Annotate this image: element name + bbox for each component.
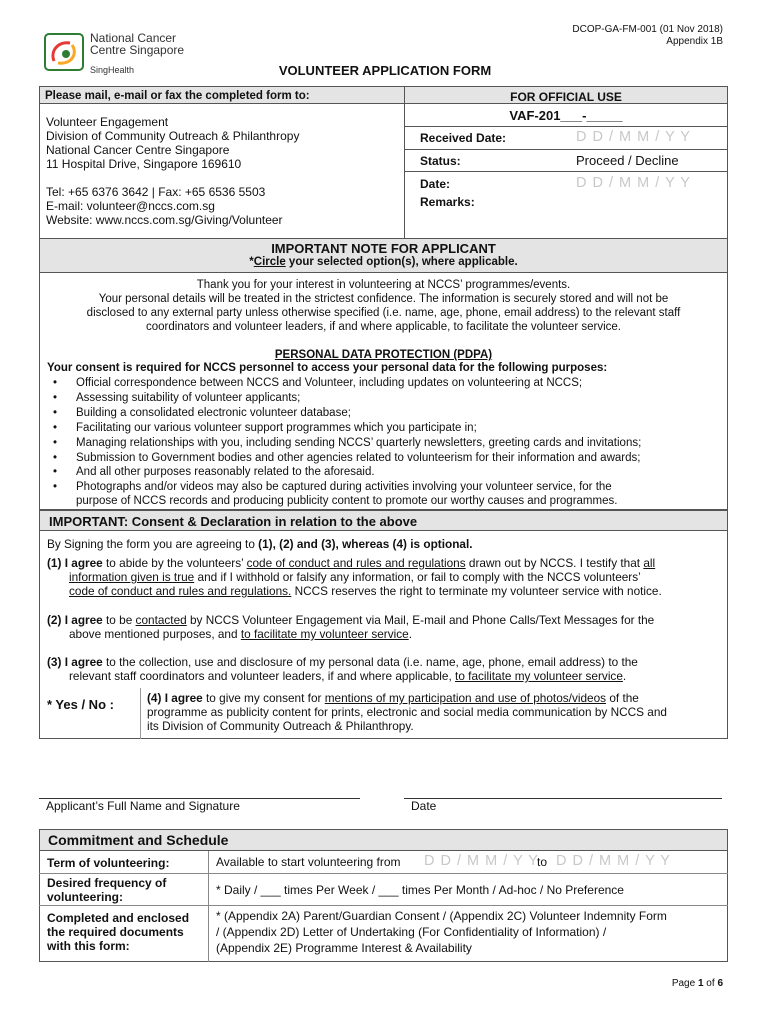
documents-label-1: Completed and enclosed — [47, 911, 190, 925]
consent-3-line1 — [47, 655, 638, 669]
bullet-icon: • — [53, 377, 58, 389]
status-options[interactable]: Proceed / Decline — [576, 153, 679, 168]
website: Website: www.nccs.com.sg/Giving/Volunteer — [46, 213, 283, 227]
to-text: to — [537, 855, 548, 869]
consent-4-line2: programme as publicity content for prints, electronic and social media communication by NCCS and — [147, 705, 667, 719]
c4-underline: mentions of my participation and use of photos/videos — [324, 691, 607, 705]
lead-bold: (1), (2) and (3), whereas (4) is optional. — [258, 537, 473, 551]
bullet-icon: • — [53, 466, 58, 478]
signature-label: Applicant’s Full Name and Signature — [46, 799, 240, 813]
lead-text: By Signing the form you are agreeing to — [47, 537, 259, 551]
consent-2-line2 — [69, 627, 412, 641]
c1-underline: code of conduct and rules and regulations. — [69, 584, 292, 598]
c2-agree: I agree — [64, 613, 103, 627]
c3-text: relevant staff coordinators and volunteer leaders, if and where applicable, — [69, 669, 456, 683]
purpose-item: Assessing suitability of volunteer applicants; — [76, 392, 301, 404]
circle-word: Circle — [253, 256, 286, 268]
consent-1-line3 — [69, 584, 662, 598]
yes-no-selector[interactable]: * Yes / No : — [47, 697, 114, 712]
form-title: VOLUNTEER APPLICATION FORM — [278, 63, 492, 78]
address-line: Division of Community Outreach & Philanthropy — [46, 129, 300, 143]
address-line: Volunteer Engagement — [46, 115, 169, 129]
c1-num: (1) — [47, 556, 65, 570]
bullet-icon: • — [53, 392, 58, 404]
c1-text: drawn out by NCCS. I testify that — [465, 556, 644, 570]
row-divider — [39, 905, 728, 906]
official-date-field[interactable]: D D / M M / Y Y — [576, 175, 691, 191]
documents-label-2: the required documents — [47, 925, 184, 939]
ref-row — [404, 104, 728, 127]
bullet-icon: • — [53, 481, 58, 493]
purpose-item-cont: purpose of NCCS records and producing publicity content to promote our worthy causes and programmes. — [76, 495, 618, 507]
address-line: 11 Hospital Drive, Singapore 169610 — [46, 157, 242, 171]
remarks-label: Remarks: — [420, 195, 475, 209]
c4-text: of the — [606, 691, 639, 705]
note-title: IMPORTANT NOTE FOR APPLICANT — [271, 241, 496, 256]
frequency-options[interactable]: * Daily / ___ times Per Week / ___ times Per Month / Ad-hoc / No Preference — [216, 883, 624, 897]
intro-line: Your personal details will be treated in the strictest confidence. The information is securely stored and will not be — [98, 293, 669, 305]
address-line: National Cancer Centre Singapore — [46, 143, 230, 157]
page-prefix: Page — [671, 978, 698, 989]
bullet-icon: • — [53, 452, 58, 464]
intro-line: Thank you for your interest in volunteering at NCCS’ programmes/events. — [196, 279, 571, 291]
commitment-heading: Commitment and Schedule — [39, 829, 728, 851]
purpose-item: Facilitating our various volunteer support programmes which you participate in; — [76, 422, 477, 434]
c1-agree: I agree — [64, 556, 103, 570]
purpose-item: And all other purposes reasonably related to the aforesaid. — [76, 466, 375, 478]
c2-text: above mentioned purposes, and — [69, 627, 241, 641]
purpose-item: Photographs and/or videos may also be captured during activities involving your volunteer service, for the — [76, 481, 612, 493]
received-date-label: Received Date: — [420, 131, 507, 145]
official-use-heading: FOR OFFICIAL USE — [404, 86, 728, 104]
c4-text: to give my consent for — [202, 691, 325, 705]
consent-2-line1 — [47, 613, 654, 627]
purpose-item: Building a consolidated electronic volunteer database; — [76, 407, 351, 419]
bullet-icon: • — [53, 437, 58, 449]
consent-1-line1 — [47, 556, 655, 570]
tel-fax: Tel: +65 6376 3642 | Fax: +65 6536 5503 — [46, 185, 266, 199]
c3-text: to the collection, use and disclosure of my personal data (i.e. name, age, phone, email address) to the — [102, 655, 638, 669]
frequency-label-1: Desired frequency of — [47, 876, 167, 890]
c2-underline: to facilitate my volunteer service — [240, 627, 409, 641]
bullet-icon: • — [53, 422, 58, 434]
consent-1-line2 — [69, 570, 641, 584]
c4-num: (4) — [147, 691, 165, 705]
end-date-field[interactable]: D D / M M / Y Y — [556, 853, 671, 869]
c3-num: (3) — [47, 655, 65, 669]
c1-underline: code of conduct and rules and regulations — [246, 556, 466, 570]
divider — [208, 851, 209, 962]
term-text: Available to start volunteering from — [216, 855, 401, 869]
purpose-item: Official correspondence between NCCS and Volunteer, including updates on volunteering at NCCS; — [76, 377, 583, 389]
c2-text: . — [408, 627, 412, 641]
pdpa-lead: Your consent is required for NCCS personnel to access your personal data for the following purposes: — [47, 362, 608, 374]
c1-underline: all — [643, 556, 656, 570]
important-note-heading — [39, 238, 728, 273]
c1-underline: information given is true — [69, 570, 195, 584]
document-code — [572, 24, 723, 48]
date-line[interactable] — [404, 798, 722, 799]
documents-option-line[interactable]: / (Appendix 2D) Letter of Undertaking (For Confidentiality of Information) / — [216, 925, 607, 939]
email-address: E-mail: volunteer@nccs.com.sg — [46, 199, 215, 213]
vaf-reference: VAF-201___-_____ — [509, 108, 623, 123]
page-number — [672, 978, 723, 989]
frequency-label-2: volunteering: — [47, 890, 124, 904]
documents-option-line[interactable]: * (Appendix 2A) Parent/Guardian Consent / (Appendix 2C) Volunteer Indemnity Form — [216, 909, 667, 923]
note-subtitle — [40, 256, 727, 268]
consent-lead — [47, 537, 473, 551]
received-date-field[interactable]: D D / M M / Y Y — [576, 129, 691, 145]
documents-option-line[interactable]: (Appendix 2E) Programme Interest & Availability — [216, 941, 472, 955]
consent-4-line1 — [147, 691, 639, 705]
appendix-text: Appendix 1B — [666, 36, 723, 47]
documents-label-3: with this form: — [47, 939, 130, 953]
asterisk: * — [249, 256, 254, 268]
c2-text: by NCCS Volunteer Engagement via Mail, E-mail and Phone Calls/Text Messages for the — [186, 613, 655, 627]
status-row — [404, 150, 728, 172]
bullet-icon: • — [53, 407, 58, 419]
logo-text-line2: Centre Singapore — [90, 43, 185, 57]
date-label: Date: — [420, 177, 451, 191]
mailing-heading: Please mail, e-mail or fax the completed form to: — [39, 86, 405, 104]
intro-line: disclosed to any external party unless otherwise specified (i.e. name, age, phone, email address) to the relevant staff — [86, 307, 681, 319]
consent-4-line3: its Division of Community Outreach & Philanthropy. — [147, 719, 414, 733]
c3-text: . — [622, 669, 627, 683]
c1-text: to abide by the volunteers’ — [102, 556, 247, 570]
c4-agree: I agree — [164, 691, 203, 705]
page-mid: of — [703, 978, 718, 989]
current-page: 1 — [697, 978, 704, 989]
term-label: Term of volunteering: — [47, 856, 170, 870]
c1-text: and if I withhold or falsify any information, or fail to comply with the NCCS volunteers’ — [194, 570, 641, 584]
logo-text-line1: National Cancer — [90, 31, 177, 45]
start-date-field[interactable]: D D / M M / Y Y — [424, 853, 539, 869]
doc-code-text: DCOP-GA-FM-001 (01 Nov 2018) — [572, 24, 723, 35]
c1-text: NCCS reserves the right to terminate my volunteer service with notice. — [291, 584, 662, 598]
consent-3-line2 — [69, 669, 626, 683]
received-row — [404, 127, 728, 150]
c3-agree: I agree — [64, 655, 103, 669]
c3-underline: to facilitate my volunteer service — [455, 669, 623, 683]
pdpa-title: PERSONAL DATA PROTECTION (PDPA) — [274, 349, 493, 361]
purpose-item: Managing relationships with you, including sending NCCS’ quarterly newsletters, greeting cards and invitations; — [76, 437, 642, 449]
subtitle-rest: your selected option(s), where applicable. — [285, 256, 518, 268]
c2-underline: contacted — [135, 613, 187, 627]
intro-line: coordinators and volunteer leaders, if and where applicable, to facilitate the volunteer service. — [146, 321, 621, 333]
divider — [140, 688, 141, 739]
c2-text: to be — [102, 613, 136, 627]
row-divider — [39, 873, 728, 874]
purpose-item: Submission to Government bodies and other agencies related to volunteerism for their information and awards; — [76, 452, 641, 464]
total-pages: 6 — [717, 978, 723, 989]
signature-date-label: Date — [411, 799, 437, 813]
c2-num: (2) — [47, 613, 65, 627]
status-label: Status: — [420, 154, 461, 168]
singhealth-text: SingHealth — [90, 65, 135, 75]
consent-heading: IMPORTANT: Consent & Declaration in relation to the above — [39, 510, 728, 531]
